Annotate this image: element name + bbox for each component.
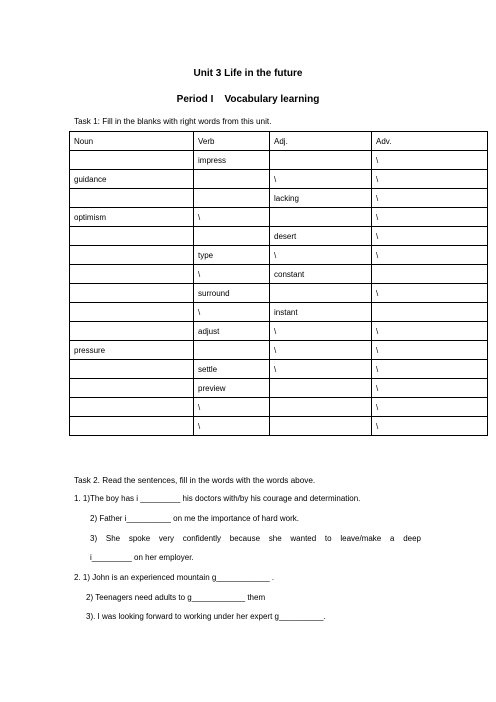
table-cell [194,227,270,246]
sentence-2-3: 3). I was looking forward to working under her expert g__________. [86,612,326,621]
table-cell [70,398,194,417]
table-cell: type [194,246,270,265]
table-cell [70,360,194,379]
table-cell [70,227,194,246]
table-cell: optimism [70,208,194,227]
sentence-1-1: 1. 1)The boy has i _________ his doctors with/by his courage and determination. [74,494,361,503]
table-cell: \ [194,417,270,436]
table-row [70,246,488,265]
sentence-1-2: 2) Father i__________ on me the importance of hard work. [90,514,300,523]
table-cell [270,379,372,398]
table-row [70,379,488,398]
table-row [70,208,488,227]
table-cell [270,284,372,303]
table-cell [372,265,488,284]
table-cell: surround [194,284,270,303]
table-cell [70,417,194,436]
table-cell: \ [372,189,488,208]
table-cell: \ [372,341,488,360]
table-cell [270,398,372,417]
table-cell: guidance [70,170,194,189]
table-cell: settle [194,360,270,379]
table-cell [194,170,270,189]
table-header-row [70,132,488,151]
table-cell: \ [270,341,372,360]
table-cell [70,303,194,322]
table-cell: \ [194,265,270,284]
table-cell: desert [270,227,372,246]
table-cell: \ [372,360,488,379]
table-row [70,417,488,436]
table-cell: \ [372,151,488,170]
table-row [70,151,488,170]
table-row [70,170,488,189]
table-cell: \ [270,170,372,189]
table-row [70,341,488,360]
table-cell: \ [372,284,488,303]
table-cell: impress [194,151,270,170]
table-header-cell: Adv. [372,132,488,151]
table-row [70,189,488,208]
table-cell: \ [372,227,488,246]
table-cell [194,341,270,360]
task1-instruction: Task 1: Fill in the blanks with right words from this unit. [74,117,272,126]
table-row [70,284,488,303]
unit-title: Unit 3 Life in the future [193,68,303,79]
table-cell: \ [270,322,372,341]
table-cell [70,284,194,303]
task2-instruction: Task 2. Read the sentences, fill in the words with the words above. [74,476,316,485]
table-row [70,360,488,379]
table-cell: \ [372,208,488,227]
vocabulary-table [69,131,488,436]
table-header-cell: Adj. [270,132,372,151]
table-cell: instant [270,303,372,322]
table-cell: \ [194,398,270,417]
table-cell: \ [372,322,488,341]
table-cell [372,303,488,322]
table-cell: \ [372,246,488,265]
table-row [70,227,488,246]
table-row [70,303,488,322]
table-cell [270,208,372,227]
table-cell: lacking [270,189,372,208]
table-cell [70,246,194,265]
table-cell [70,151,194,170]
table-cell [270,151,372,170]
table-cell: \ [194,303,270,322]
table-row [70,322,488,341]
table-cell [70,379,194,398]
table-header-cell: Verb [194,132,270,151]
table-cell: preview [194,379,270,398]
period-title: Period I Vocabulary learning [176,94,320,105]
sentence-1-3: 3) She spoke very confidently because she wanted to leave/make a deep [90,534,421,543]
table-cell: \ [270,360,372,379]
table-header-cell: Noun [70,132,194,151]
sentence-2-2: 2) Teenagers need adults to g____________ them [86,593,266,602]
table-cell: pressure [70,341,194,360]
table-cell: \ [270,246,372,265]
table-cell [70,189,194,208]
table-cell: \ [372,170,488,189]
table-cell: \ [372,379,488,398]
table-cell [270,417,372,436]
table-cell [70,322,194,341]
table-row [70,265,488,284]
table-cell: adjust [194,322,270,341]
sentence-2-1: 2. 1) John is an experienced mountain g____________ . [74,573,275,582]
table-cell [70,265,194,284]
table-cell: \ [194,208,270,227]
table-cell: constant [270,265,372,284]
table-row [70,398,488,417]
table-cell: \ [372,398,488,417]
table-cell [194,189,270,208]
table-cell: \ [372,417,488,436]
sentence-1-3-cont: i_________ on her employer. [90,553,194,562]
